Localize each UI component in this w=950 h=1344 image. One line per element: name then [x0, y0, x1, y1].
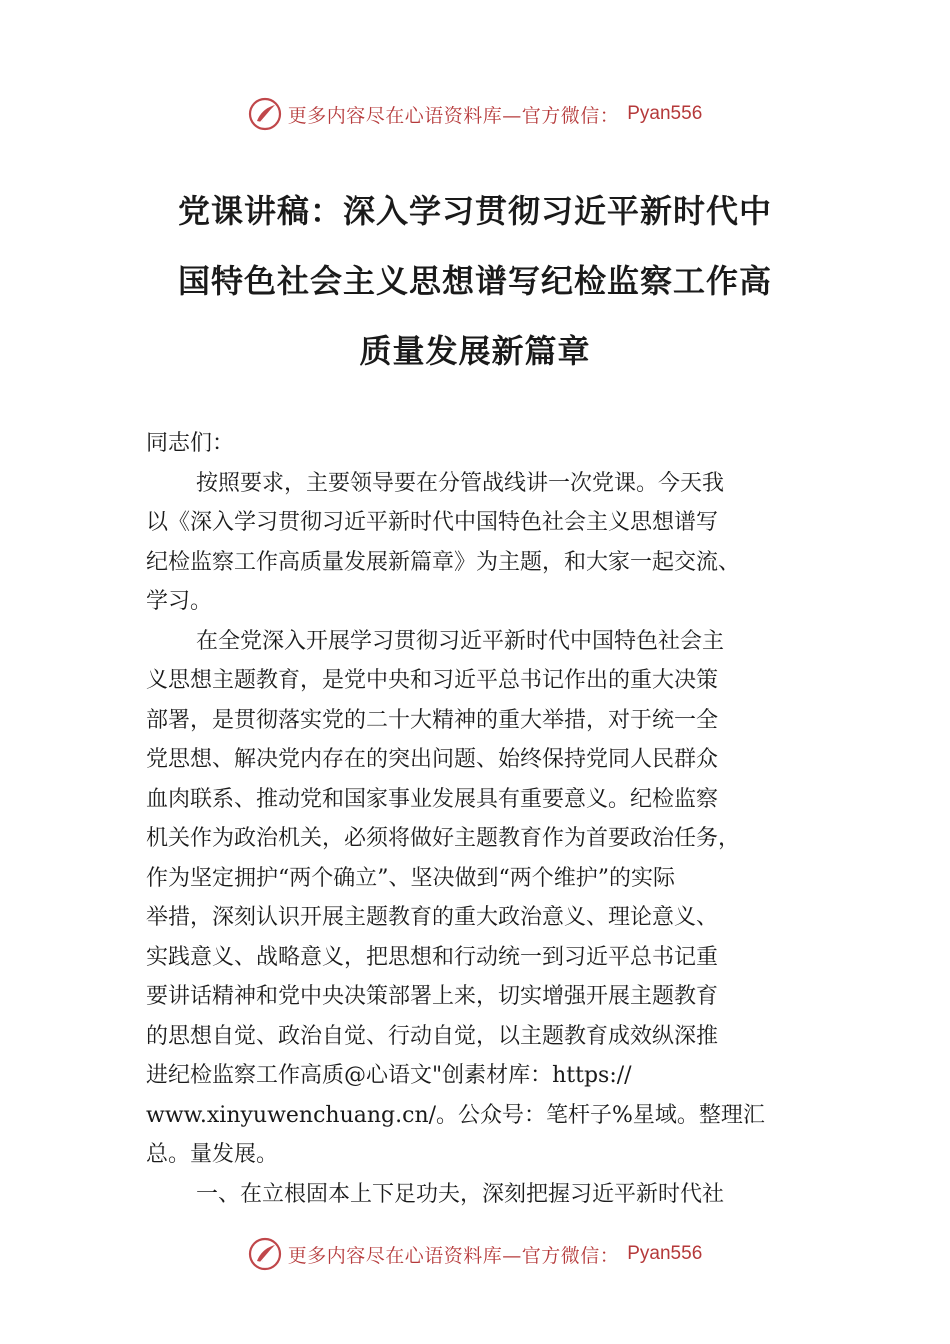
text-line: 一、在立根固本上下足功夫，深刻把握习近平新时代社 — [196, 1181, 725, 1207]
text-line: 实践意义、战略意义，把思想和行动统一到习近平总书记重 — [146, 944, 719, 970]
title-line: 国特色社会主义思想谱写纪检监察工作高 — [177, 262, 772, 300]
text-line: 的思想自觉、政治自觉、行动自觉，以主题教育成效纵深推 — [146, 1023, 719, 1049]
text-line: 学习。 — [146, 589, 213, 614]
title-line: 质量发展新篇章 — [359, 332, 591, 370]
watermark-wechat-id: Pyan556 — [627, 1243, 703, 1264]
paragraph-1 — [146, 464, 816, 622]
text-line: 举措，深刻认识开展主题教育的重大政治意义、理论意义、 — [146, 905, 719, 930]
text-line: 进纪检监察工作高质@心语文"创素材库：https:// — [146, 1063, 632, 1088]
watermark-logo-icon — [248, 1237, 282, 1271]
salutation: 同志们： — [146, 431, 235, 456]
watermark-logo-icon — [248, 97, 282, 131]
text-line: www.xinyuwenchuang.cn/。公众号：笔杆子%星域。整理汇 — [146, 1102, 765, 1128]
watermark-text: 更多内容尽在心语资料库—官方微信： — [287, 104, 620, 127]
text-line: 按照要求，主要领导要在分管战线讲一次党课。今天我 — [196, 470, 725, 496]
text-line: 机关作为政治机关，必须将做好主题教育作为首要政治任务， — [146, 826, 741, 851]
text-line: 总。量发展。 — [146, 1142, 279, 1167]
text-line: 作为坚定拥护“两个确立”、坚决做到“两个维护”的实际 — [146, 865, 675, 891]
text-line: 血肉联系、推动党和国家事业发展具有重要意义。纪检监察 — [146, 786, 719, 812]
title-line: 党课讲稿：深入学习贯彻习近平新时代中 — [177, 192, 772, 230]
text-line: 部署，是贯彻落实党的二十大精神的重大举措，对于统一全 — [146, 707, 719, 733]
document-title — [140, 176, 810, 386]
text-line: 纪检监察工作高质量发展新篇章》为主题，和大家一起交流、 — [146, 549, 741, 575]
watermark-wechat-id: Pyan556 — [627, 103, 703, 124]
text-line: 党思想、解决党内存在的突出问题、始终保持党同人民群众 — [146, 747, 719, 772]
paragraph-2 — [146, 622, 816, 1175]
watermark-header — [0, 94, 950, 134]
watermark-footer — [0, 1234, 950, 1274]
text-line: 在全党深入开展学习贯彻习近平新时代中国特色社会主 — [196, 628, 725, 654]
text-line: 要讲话精神和党中央决策部署上来，切实增强开展主题教育 — [146, 984, 719, 1009]
text-line: 义思想主题教育，是党中央和习近平总书记作出的重大决策 — [146, 668, 719, 693]
watermark-text: 更多内容尽在心语资料库—官方微信： — [287, 1244, 620, 1267]
text-line: 以《深入学习贯彻习近平新时代中国特色社会主义思想谱写 — [146, 510, 719, 535]
document-body — [146, 424, 816, 1214]
paragraph-3 — [146, 1175, 816, 1215]
